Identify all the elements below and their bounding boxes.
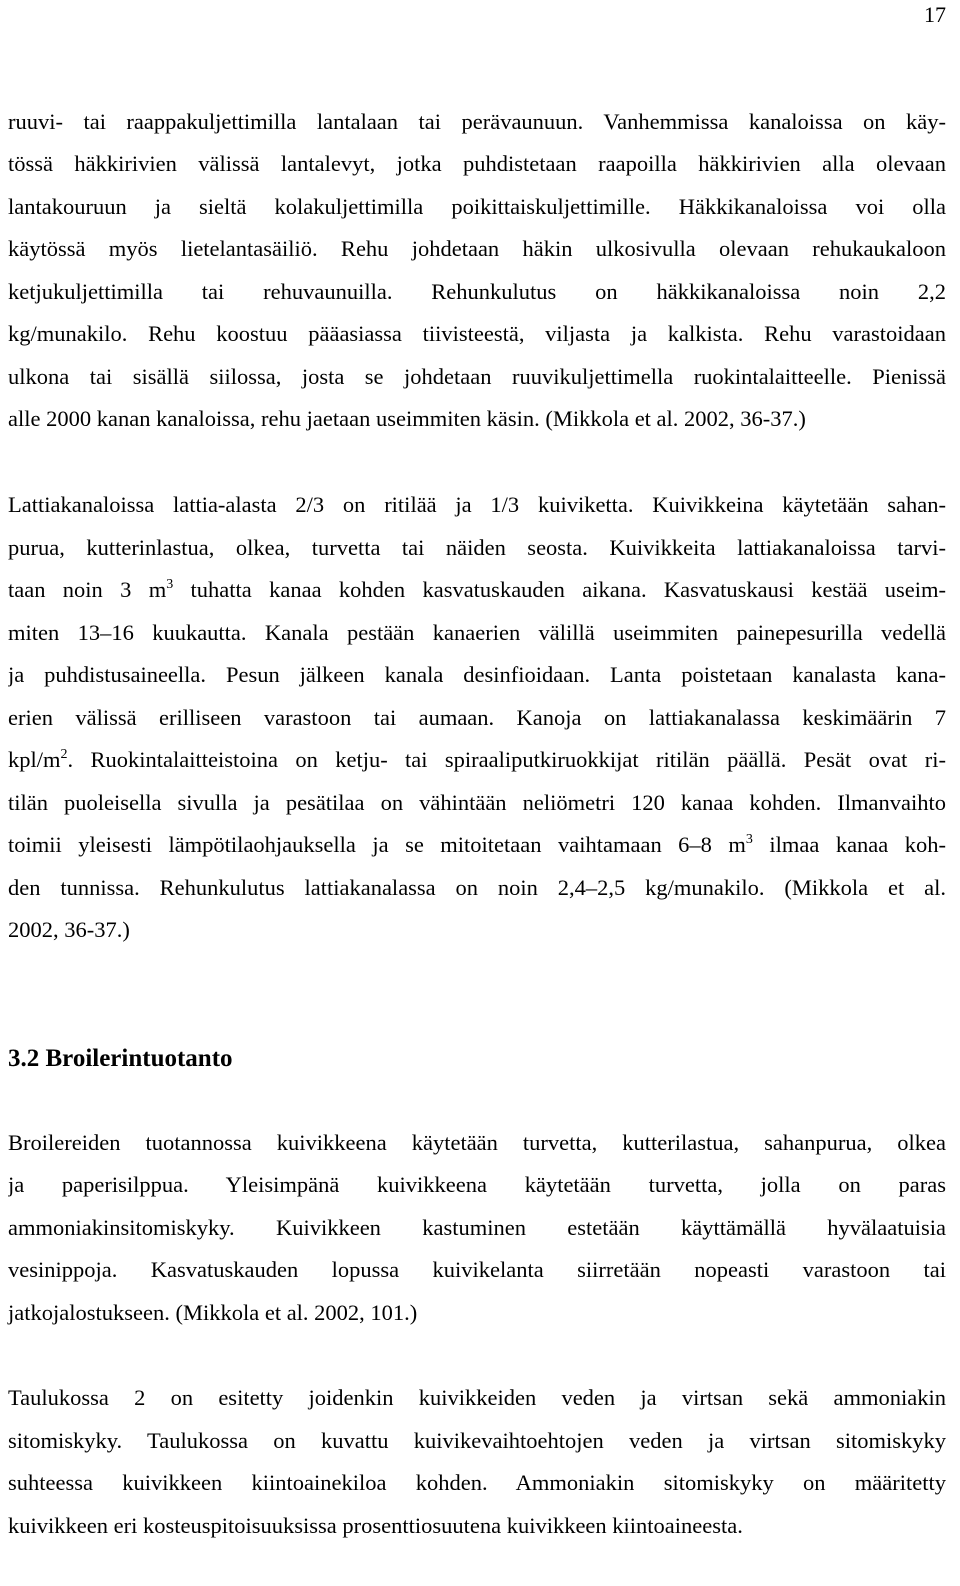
superscript: 2 [60, 747, 68, 762]
text-line [8, 831, 946, 859]
text-span: ilmaa kanaa koh- [752, 832, 946, 857]
superscript: 3 [745, 832, 753, 847]
text-line: tössä häkkirivien välissä lantalevyt, jotka puhdistetaan raapoilla häkkirivien alla olevaan [8, 151, 946, 176]
text-line: ketjukuljettimilla tai rehuvaunuilla. Rehunkulutus on häkkikanaloissa noin 2,2 [8, 279, 946, 304]
text-span: toimii yleisesti lämpötilaohjauksella ja se mitoitetaan vaihtamaan 6–8 m [8, 832, 746, 857]
text-line: miten 13–16 kuukautta. Kanala pestään kanaerien välillä useimmiten painepesurilla vedellä [8, 620, 946, 645]
text-line: lantakouruun ja sieltä kolakuljettimilla poikittaiskuljettimille. Häkkikanaloissa voi olla [8, 194, 946, 219]
page-number: 17 [924, 2, 946, 27]
text-span: taan noin 3 m [8, 577, 167, 602]
text-line: erien välissä erilliseen varastoon tai aumaan. Kanoja on lattiakanalassa keskimäärin 7 [8, 705, 946, 730]
text-line: käytössä myös lietelantasäiliö. Rehu johdetaan häkin ulkosivulla olevaan rehukaukaloon [8, 236, 946, 261]
text-line: alle 2000 kanan kanaloissa, rehu jaetaan useimmiten käsin. (Mikkola et al. 2002, 36-37.) [8, 406, 806, 431]
text-line: ulkona tai sisällä siilossa, josta se johdetaan ruuvikuljettimella ruokintalaitteelle. Pienissä [8, 364, 946, 389]
text-line: 2002, 36-37.) [8, 917, 130, 942]
text-line: sitomiskyky. Taulukossa on kuvattu kuivikevaihtoehtojen veden ja virtsan sitomiskyky [8, 1428, 946, 1453]
text-line: Taulukossa 2 on esitetty joidenkin kuivikkeiden veden ja virtsan sekä ammoniakin [8, 1385, 946, 1410]
text-line: ja puhdistusaineella. Pesun jälkeen kanala desinfioidaan. Lanta poistetaan kanalasta kana- [8, 662, 946, 687]
text-line: Lattiakanaloissa lattia-alasta 2/3 on ritilää ja 1/3 kuiviketta. Kuivikkeina käytetään sahan- [8, 492, 946, 517]
text-span: . Ruokintalaitteistoina on ketju- tai spiraaliputkiruokkijat ritilän päällä. Pesät ovat ri- [67, 747, 946, 772]
superscript: 3 [166, 577, 174, 592]
text-line: jatkojalostukseen. (Mikkola et al. 2002, 101.) [8, 1300, 418, 1325]
text-line: ruuvi- tai raappakuljettimilla lantalaan tai perävaunuun. Vanhemmissa kanaloissa on käy- [8, 109, 946, 134]
text-line: ammoniakinsitomiskyky. Kuivikkeen kastuminen estetään käyttämällä hyvälaatuisia [8, 1215, 946, 1240]
text-line: vesinippoja. Kasvatuskauden lopussa kuivikelanta siirretään nopeasti varastoon tai [8, 1257, 946, 1282]
text-line: suhteessa kuivikkeen kiintoainekiloa kohden. Ammoniakin sitomiskyky on määritetty [8, 1470, 946, 1495]
text-line: kg/munakilo. Rehu koostuu pääasiassa tiivisteestä, viljasta ja kalkista. Rehu varastoidaan [8, 321, 946, 346]
text-line [8, 746, 946, 774]
text-line: den tunnissa. Rehunkulutus lattiakanalassa on noin 2,4–2,5 kg/munakilo. (Mikkola et al. [8, 875, 946, 900]
text-line: Broilereiden tuotannossa kuivikkeena käytetään turvetta, kutterilastua, sahanpurua, olkea [8, 1130, 946, 1155]
text-line: ja paperisilppua. Yleisimpänä kuivikkeena käytetään turvetta, jolla on paras [8, 1172, 946, 1197]
text-line: kuivikkeen eri kosteuspitoisuuksissa prosenttiosuutena kuivikkeen kiintoaineesta. [8, 1513, 743, 1538]
text-line [8, 576, 946, 604]
text-span: tuhatta kanaa kohden kasvatuskauden aikana. Kasvatuskausi kestää useim- [173, 577, 946, 602]
text-line: tilän puoleisella sivulla ja pesätilaa on vähintään neliömetri 120 kanaa kohden. Ilmanvaihto [8, 790, 946, 815]
text-span: kpl/m [8, 747, 61, 772]
section-heading: 3.2 Broilerintuotanto [8, 1045, 233, 1072]
text-line: purua, kutterinlastua, olkea, turvetta tai näiden seosta. Kuivikkeita lattiakanaloissa tarvi- [8, 535, 946, 560]
